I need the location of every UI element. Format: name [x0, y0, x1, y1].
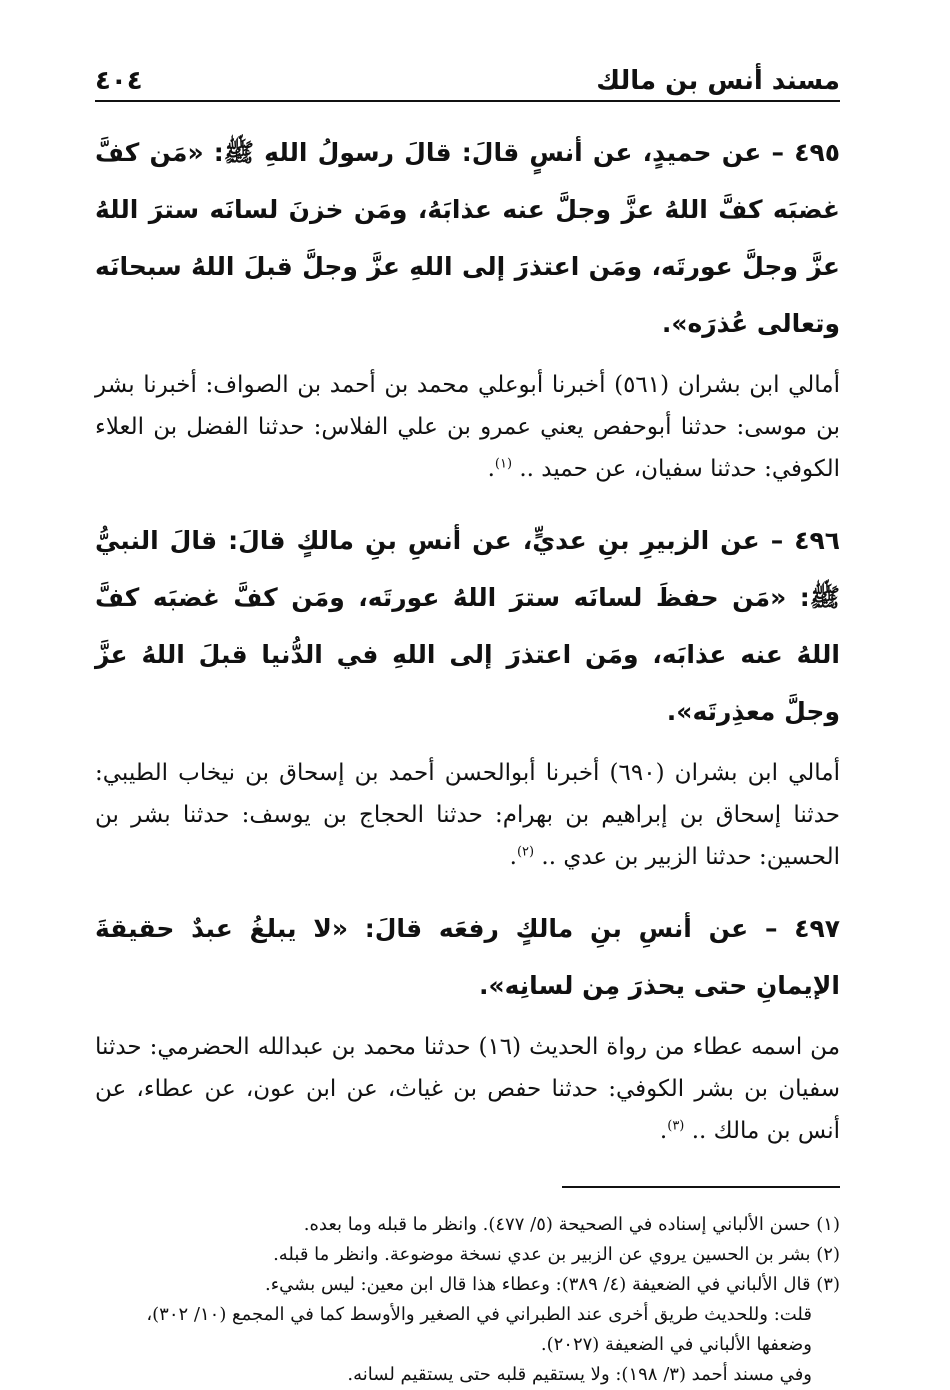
footnote-1: (١) حسن الألباني إسناده في الصحيحة (٥/ ٤٧٧). وانظر ما قبله وما بعده. [303, 1214, 840, 1235]
page-header [95, 60, 840, 102]
footnote-marker[interactable]: (١) [494, 456, 513, 472]
hadith-text: عن الزبيرِ بنِ عديٍّ، عن أنسِ بنِ مالكٍ قالَ: قالَ النبيُّ ﷺ: «مَن حفظَ لسانَه سترَ اللهُ عورتَه، ومَن كفَّ غضبَه كفَّ اللهُ عنه عذابَه، ومَن اعتذرَ إلى اللهِ في الدُّنيا قبلَ اللهُ عزَّ وجلَّ معذِرتَه». [95, 526, 840, 726]
footnote-marker[interactable]: (٢) [516, 844, 535, 860]
hadith-source: أمالي ابن بشران (٦٩٠) أخبرنا أبوالحسن أحمد بن إسحاق بن نيخاب الطيبي: حدثنا إسحاق بن إبراهيم بن بهرام: حدثنا الحجاج بن يوسف: حدثنا بشر بن الحسين: حدثنا الزبير بن عدي .. $^{(٢)}$. [95, 760, 840, 870]
hadith-source: من اسمه عطاء من رواة الحديث (١٦) حدثنا محمد بن عبدالله الحضرمي: حدثنا سفيان بن بشر الكوفي: حدثنا حفص بن غياث، عن ابن عون، عن عطاء، عن أنس بن مالك .. $^{(٣)}$. [95, 1034, 841, 1144]
hadith-text: عن أنسِ بنِ مالكٍ رفعَه قالَ: «لا يبلغُ عبدٌ حقيقةَ الإيمانِ حتى يحذرَ مِن لسانِه». [95, 914, 840, 1000]
hadith-number: ٤٩٧ – [764, 914, 840, 943]
source-text: أمالي ابن بشران (٦٩٠) أخبرنا أبوالحسن أحمد بن إسحاق بن نيخاب الطيبي: حدثنا إسحاق بن إبراهيم بن بهرام: حدثنا الحجاج بن يوسف: حدثنا بشر بن الحسين: حدثنا الزبير بن عدي .. [95, 760, 840, 870]
source-text: من اسمه عطاء من رواة الحديث (١٦) حدثنا محمد بن عبدالله الحضرمي: حدثنا سفيان بن بشر الكوفي: حدثنا حفص بن غياث، عن ابن عون، عن عطاء، عن أنس بن مالك .. [95, 1034, 841, 1144]
hadith-495 [95, 124, 840, 352]
hadith-number: ٤٩٦ – [770, 526, 840, 555]
book-page [95, 60, 841, 1385]
footnote-3-continued-2: وفي مسند أحمد (٣/ ١٩٨): ولا يستقيم قلبه حتى يستقيم لسانه. [347, 1364, 812, 1385]
footnote-3: (٣) قال الألباني في الضعيفة (٤/ ٣٨٩): وعطاء هذا قال ابن معين: ليس بشيء. [264, 1274, 840, 1295]
footnotes [95, 1210, 840, 1390]
running-title: مسند أنس بن مالك [596, 66, 840, 96]
footnote-2: (٢) بشر بن الحسين يروي عن الزبير بن عدي نسخة موضوعة. وانظر ما قبله. [273, 1244, 840, 1265]
footnote-3-continued: قلت: وللحديث طريق أخرى عند الطبراني في الصغير والأوسط كما في المجمع (١٠/ ٣٠٢)، وضعفها الألباني في الضعيفة (٢٠٢٧). [146, 1304, 812, 1355]
hadith-496 [95, 512, 840, 740]
hadith-number: ٤٩٥ – [771, 138, 840, 167]
page-number: ٤٠٤ [95, 66, 143, 96]
hadith-text: عن حميدٍ، عن أنسٍ قالَ: قالَ رسولُ اللهِ ﷺ: «مَن كفَّ غضبَه كفَّ اللهُ عزَّ وجلَّ عنه عذابَهُ، ومَن خزنَ لسانَه سترَ اللهُ عزَّ وجلَّ عورتَه، ومَن اعتذرَ إلى اللهِ عزَّ وجلَّ قبلَ اللهُ سبحانَه وتعالى عُذرَه». [95, 138, 840, 338]
hadith-source: أمالي ابن بشران (٥٦١) أخبرنا أبوعلي محمد بن أحمد بن الصواف: أخبرنا بشر بن موسى: حدثنا أبوحفص يعني عمرو بن علي الفلاس: حدثنا الفضل بن العلاء الكوفي: حدثنا سفيان، عن حميد .. $^{(١)}$. [95, 372, 841, 482]
footnote-marker[interactable]: (٣) [667, 1118, 685, 1134]
hadith-497 [95, 900, 840, 1014]
source-text: أمالي ابن بشران (٥٦١) أخبرنا أبوعلي محمد بن أحمد بن الصواف: أخبرنا بشر بن موسى: حدثنا أبوحفص يعني عمرو بن علي الفلاس: حدثنا الفضل بن العلاء الكوفي: حدثنا سفيان، عن حميد .. [95, 372, 841, 482]
footnote-divider [562, 1186, 840, 1188]
